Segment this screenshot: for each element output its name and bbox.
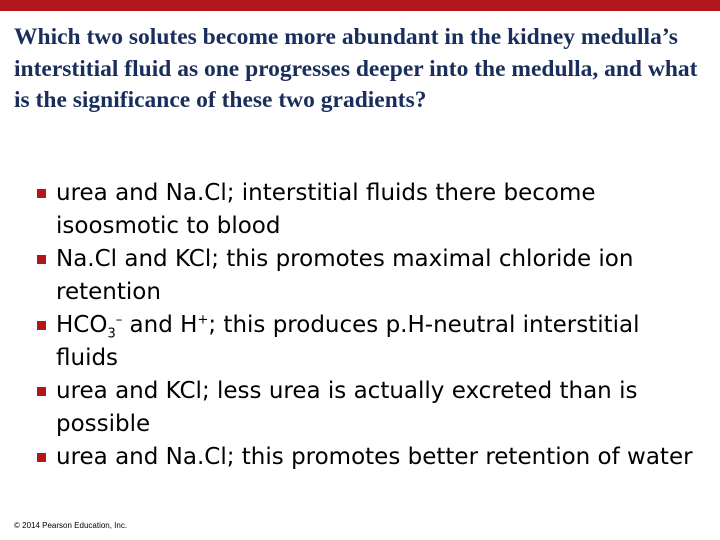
copyright-notice: © 2014 Pearson Education, Inc. (14, 521, 128, 530)
answer-option-3[interactable] (37, 309, 697, 375)
answer-text: Na.Cl and KCl; this promotes maximal chloride ion retention (56, 246, 634, 305)
subscript: 3 (107, 326, 116, 342)
square-bullet-icon (37, 387, 46, 396)
square-bullet-icon (37, 321, 46, 330)
question-text: Which two solutes become more abundant in the kidney medulla’s interstitial fluid as one progresses deeper into the medulla, and what is the significance of these two gradients? (14, 24, 698, 113)
answer-text: urea and Na.Cl; interstitial fluids there become isoosmotic to blood (56, 180, 596, 239)
answer-text-prefix: HCO (56, 312, 108, 338)
square-bullet-icon (37, 453, 46, 462)
answer-option-4[interactable] (37, 375, 697, 441)
top-accent-bar (0, 0, 720, 11)
answer-text-suffix: ; this produces p.H-neutral interstitial fluids (56, 312, 640, 371)
answer-option-5[interactable] (37, 441, 697, 474)
answer-text-middle: and H (122, 312, 198, 338)
square-bullet-icon (37, 255, 46, 264)
answer-option-2[interactable] (37, 243, 697, 309)
answer-option-1[interactable] (37, 177, 697, 243)
answer-text: urea and KCl; less urea is actually excreted than is possible (56, 378, 638, 437)
answer-list (37, 177, 697, 474)
answer-text: urea and Na.Cl; this promotes better retention of water (56, 444, 693, 470)
superscript: – (115, 312, 123, 328)
square-bullet-icon (37, 189, 46, 198)
superscript: + (197, 312, 209, 328)
